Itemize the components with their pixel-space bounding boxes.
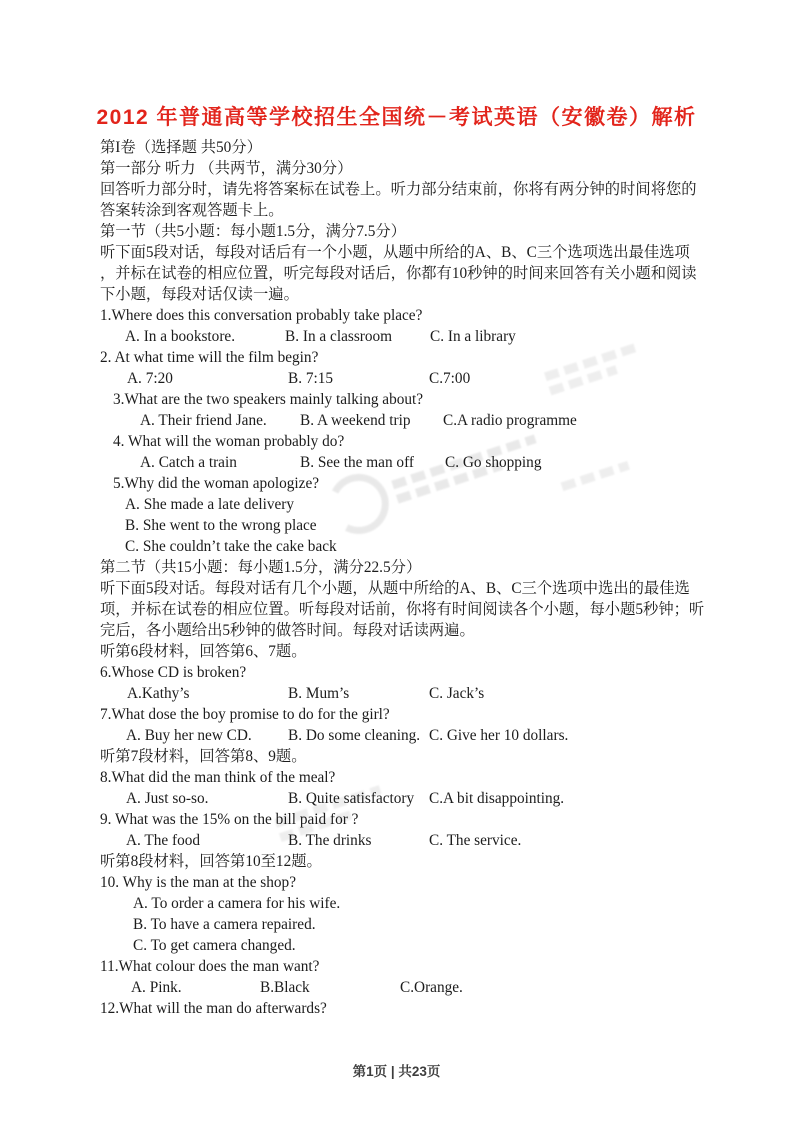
document-title: 2012 年普通高等学校招生全国统－考试英语（安徽卷）解析	[96, 106, 697, 129]
doc-line	[100, 662, 710, 683]
line-text: 听第6段材料，回答第6、7题。	[100, 643, 307, 660]
doc-line	[100, 893, 710, 914]
option-b: B. See the man off	[300, 454, 414, 471]
doc-line	[100, 851, 710, 872]
option-b: B. Do some cleaning.	[288, 727, 421, 744]
option-a: A. Catch a train	[140, 454, 237, 471]
line-text: C. She couldn’t take the cake back	[125, 538, 337, 555]
line-text: 回答听力部分时，请先将答案标在试卷上。听力部分结束前，你将有两分钟的时间将您的	[100, 181, 697, 198]
option-b: B. In a classroom	[285, 328, 393, 345]
options-row	[100, 326, 710, 347]
doc-line	[100, 536, 710, 557]
option-b: B. Quite satisfactory	[288, 790, 415, 807]
doc-line	[100, 935, 710, 956]
option-c: C. The service.	[429, 832, 522, 849]
doc-line	[100, 473, 710, 494]
line-text: B. To have a camera repaired.	[133, 916, 316, 933]
doc-line	[100, 578, 710, 599]
line-text: 下小题，每段对话仅读一遍。	[100, 286, 299, 303]
line-text: 答案转涂到客观答题卡上。	[100, 202, 284, 219]
doc-line	[100, 557, 710, 578]
doc-line	[100, 347, 710, 368]
line-text: C. To get camera changed.	[133, 937, 296, 954]
line-text: 10. Why is the man at the shop?	[100, 874, 296, 891]
doc-line	[100, 620, 710, 641]
option-a: A. Pink.	[131, 979, 182, 996]
doc-line	[100, 284, 710, 305]
doc-line	[100, 704, 710, 725]
option-a: A.Kathy’s	[127, 685, 190, 702]
line-text: A. She made a late delivery	[125, 496, 295, 513]
option-a: A. 7:20	[127, 370, 173, 387]
option-c: C. Jack’s	[429, 685, 485, 702]
options-row	[100, 683, 710, 704]
options-row	[100, 368, 710, 389]
option-b: B. A weekend trip	[300, 412, 411, 429]
options-row	[100, 410, 710, 431]
line-text: 3.What are the two speakers mainly talking about?	[113, 391, 424, 408]
doc-line	[100, 872, 710, 893]
option-c: C.A radio programme	[443, 412, 577, 429]
line-text: 第I卷（选择题 共50分）	[100, 139, 262, 156]
doc-line	[100, 641, 710, 662]
doc-line	[100, 179, 710, 200]
line-text: 听下面5段对话，每段对话后有一个小题，从题中所给的A、B、C三个选项选出最佳选项	[100, 244, 690, 261]
doc-line	[100, 767, 710, 788]
doc-line	[100, 389, 710, 410]
doc-line	[100, 998, 710, 1019]
option-a: A. The food	[126, 832, 201, 849]
option-c: C. Give her 10 dollars.	[429, 727, 569, 744]
option-c: C.Orange.	[400, 979, 463, 996]
option-b: B. Mum’s	[288, 685, 350, 702]
option-b: B. 7:15	[288, 370, 334, 387]
doc-line	[100, 914, 710, 935]
doc-line	[100, 599, 710, 620]
line-text: 听下面5段对话。每段对话有几个小题，从题中所给的A、B、C三个选项中选出的最佳选	[100, 580, 690, 597]
options-row	[100, 830, 710, 851]
line-text: ，并标在试卷的相应位置，听完每段对话后，你都有10秒钟的时间来回答有关小题和阅读	[100, 265, 697, 282]
options-row	[100, 725, 710, 746]
doc-line	[100, 200, 710, 221]
line-text: 完后，各小题给出5秒钟的做答时间。每段对话读两遍。	[100, 622, 475, 639]
doc-line	[100, 263, 710, 284]
option-b: B.Black	[260, 979, 310, 996]
doc-line	[100, 746, 710, 767]
option-c: C. In a library	[430, 328, 516, 345]
line-text: 1.Where does this conversation probably take place?	[100, 307, 423, 324]
option-a: A. Just so-so.	[126, 790, 209, 807]
option-b: B. The drinks	[288, 832, 372, 849]
option-c: C. Go shopping	[445, 454, 542, 471]
option-a: A. Their friend Jane.	[140, 412, 267, 429]
line-text: B. She went to the wrong place	[125, 517, 317, 534]
line-text: 7.What dose the boy promise to do for the girl?	[100, 706, 390, 723]
line-text: 12.What will the man do afterwards?	[100, 1000, 327, 1017]
document-body	[100, 137, 710, 1019]
doc-line	[100, 956, 710, 977]
options-row	[100, 452, 710, 473]
doc-line	[100, 158, 710, 179]
doc-line	[100, 494, 710, 515]
option-a: A. Buy her new CD.	[126, 727, 252, 744]
line-text: 听第7段材料，回答第8、9题。	[100, 748, 307, 765]
doc-line	[100, 305, 710, 326]
line-text: 2. At what time will the film begin?	[100, 349, 319, 366]
option-c: C.A bit disappointing.	[429, 790, 565, 807]
doc-line	[100, 221, 710, 242]
line-text: 第一部分 听力 （共两节，满分30分）	[100, 160, 353, 177]
doc-line	[100, 431, 710, 452]
doc-line	[100, 242, 710, 263]
line-text: A. To order a camera for his wife.	[133, 895, 341, 912]
line-text: 8.What did the man think of the meal?	[100, 769, 336, 786]
line-text: 第二节（共15小题：每小题1.5分，满分22.5分）	[100, 559, 422, 576]
option-c: C.7:00	[429, 370, 471, 387]
options-row	[100, 788, 710, 809]
page-footer: 第1页 | 共23页	[352, 1064, 441, 1079]
line-text: 11.What colour does the man want?	[100, 958, 320, 975]
options-row	[100, 977, 710, 998]
line-text: 9. What was the 15% on the bill paid for ?	[100, 811, 359, 828]
line-text: 6.Whose CD is broken?	[100, 664, 247, 681]
doc-line	[100, 137, 710, 158]
option-a: A. In a bookstore.	[125, 328, 236, 345]
line-text: 4. What will the woman probably do?	[113, 433, 345, 450]
line-text: 项，并标在试卷的相应位置。听每段对话前，你将有时间阅读各个小题，每小题5秒钟；听	[100, 601, 705, 618]
doc-line	[100, 809, 710, 830]
doc-line	[100, 515, 710, 536]
line-text: 第一节（共5小题：每小题1.5分，满分7.5分）	[100, 223, 406, 240]
line-text: 听第8段材料，回答第10至12题。	[100, 853, 322, 870]
line-text: 5.Why did the woman apologize?	[113, 475, 320, 492]
